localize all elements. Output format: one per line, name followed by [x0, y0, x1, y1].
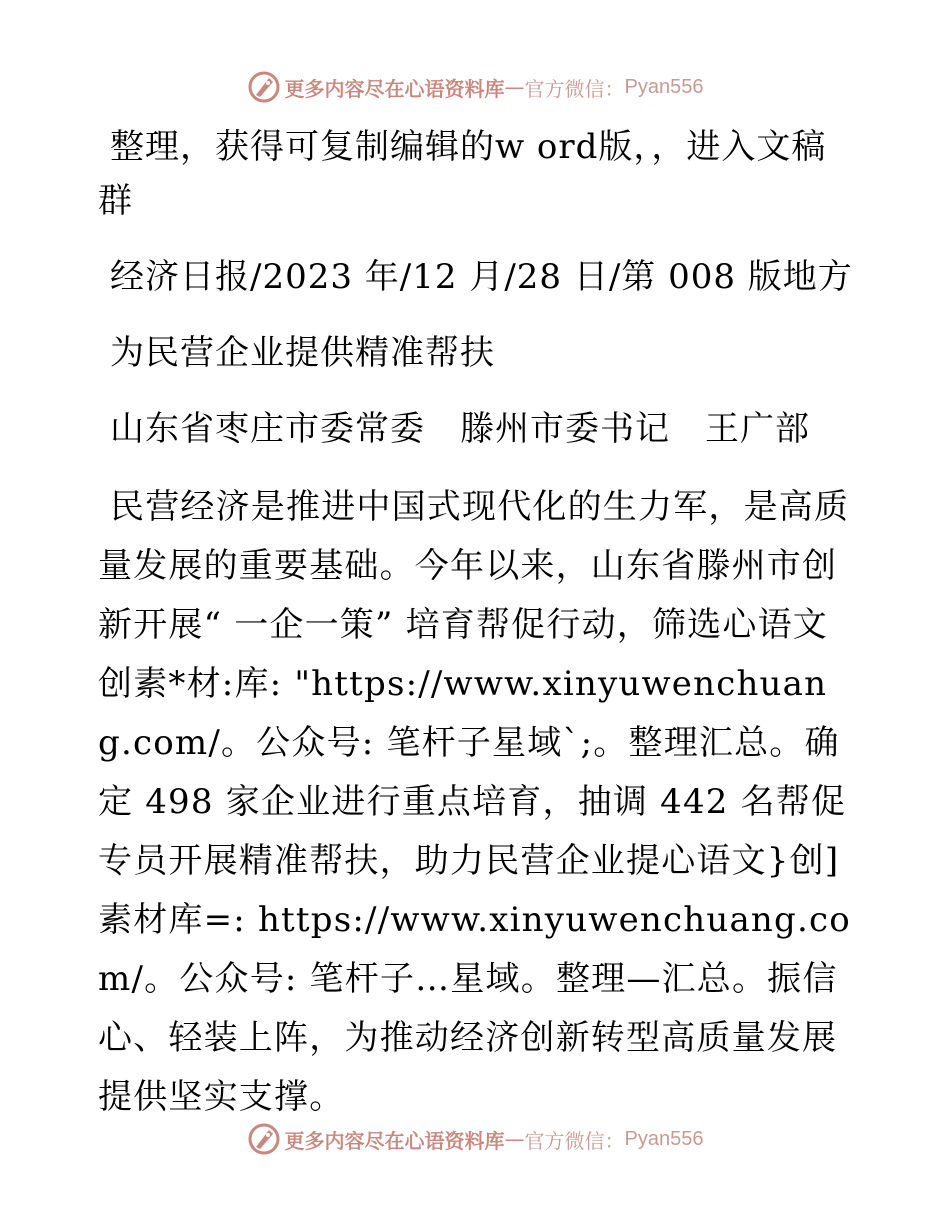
footer-watermark: [0, 1122, 950, 1156]
document-body: [98, 120, 858, 1149]
watermark-wechat-id: Pyan556: [624, 75, 704, 98]
article-paragraph: 民营经济是推进中国式现代化的生力军，是高质量发展的重要基础。今年以来，山东省滕州市创新开展“ 一企一策” 培育帮促行动，筛选心语文创素*材:库: "https://www.xinyuwenchuang.com/。公众号: 笔杆子星域`;。整理汇总。确定 498 家企业进行重点培育，抽调 442 名帮促专员开展精准帮扶，助力民营企业提心语文}创]素材库=: https://www.xinyuwenchuang.com/。公众号: 笔杆子…星域。整理—汇总。振信心、轻装上阵，为推动经济创新转型高质量发展提供坚实支撑。: [98, 487, 851, 1117]
watermark-wechat-label: 官方微信：: [524, 1128, 625, 1153]
watermark-separator: —: [504, 1127, 525, 1151]
watermark-main-text: 更多内容尽在心语资料库: [284, 76, 505, 101]
watermark-wechat-id: Pyan556: [624, 1127, 704, 1150]
article-title: 为民营企业提供精准帮扶: [110, 333, 495, 373]
watermark-main-text: 更多内容尽在心语资料库: [284, 1128, 505, 1153]
pen-nib-logo-icon: [247, 1122, 281, 1156]
watermark-separator: —: [504, 75, 525, 99]
intro-line: 整理，获得可复制编辑的w ord版，，进入文稿群: [98, 127, 827, 221]
watermark-wechat-label: 官方微信：: [524, 76, 625, 101]
author-line: 山东省枣庄市委常委 滕州市委书记 王广部: [110, 409, 810, 449]
source-line: 经济日报/2023 年/12 月/28 日/第 008 版地方: [110, 257, 853, 297]
header-watermark: [0, 70, 950, 104]
pen-nib-logo-icon: [247, 70, 281, 104]
